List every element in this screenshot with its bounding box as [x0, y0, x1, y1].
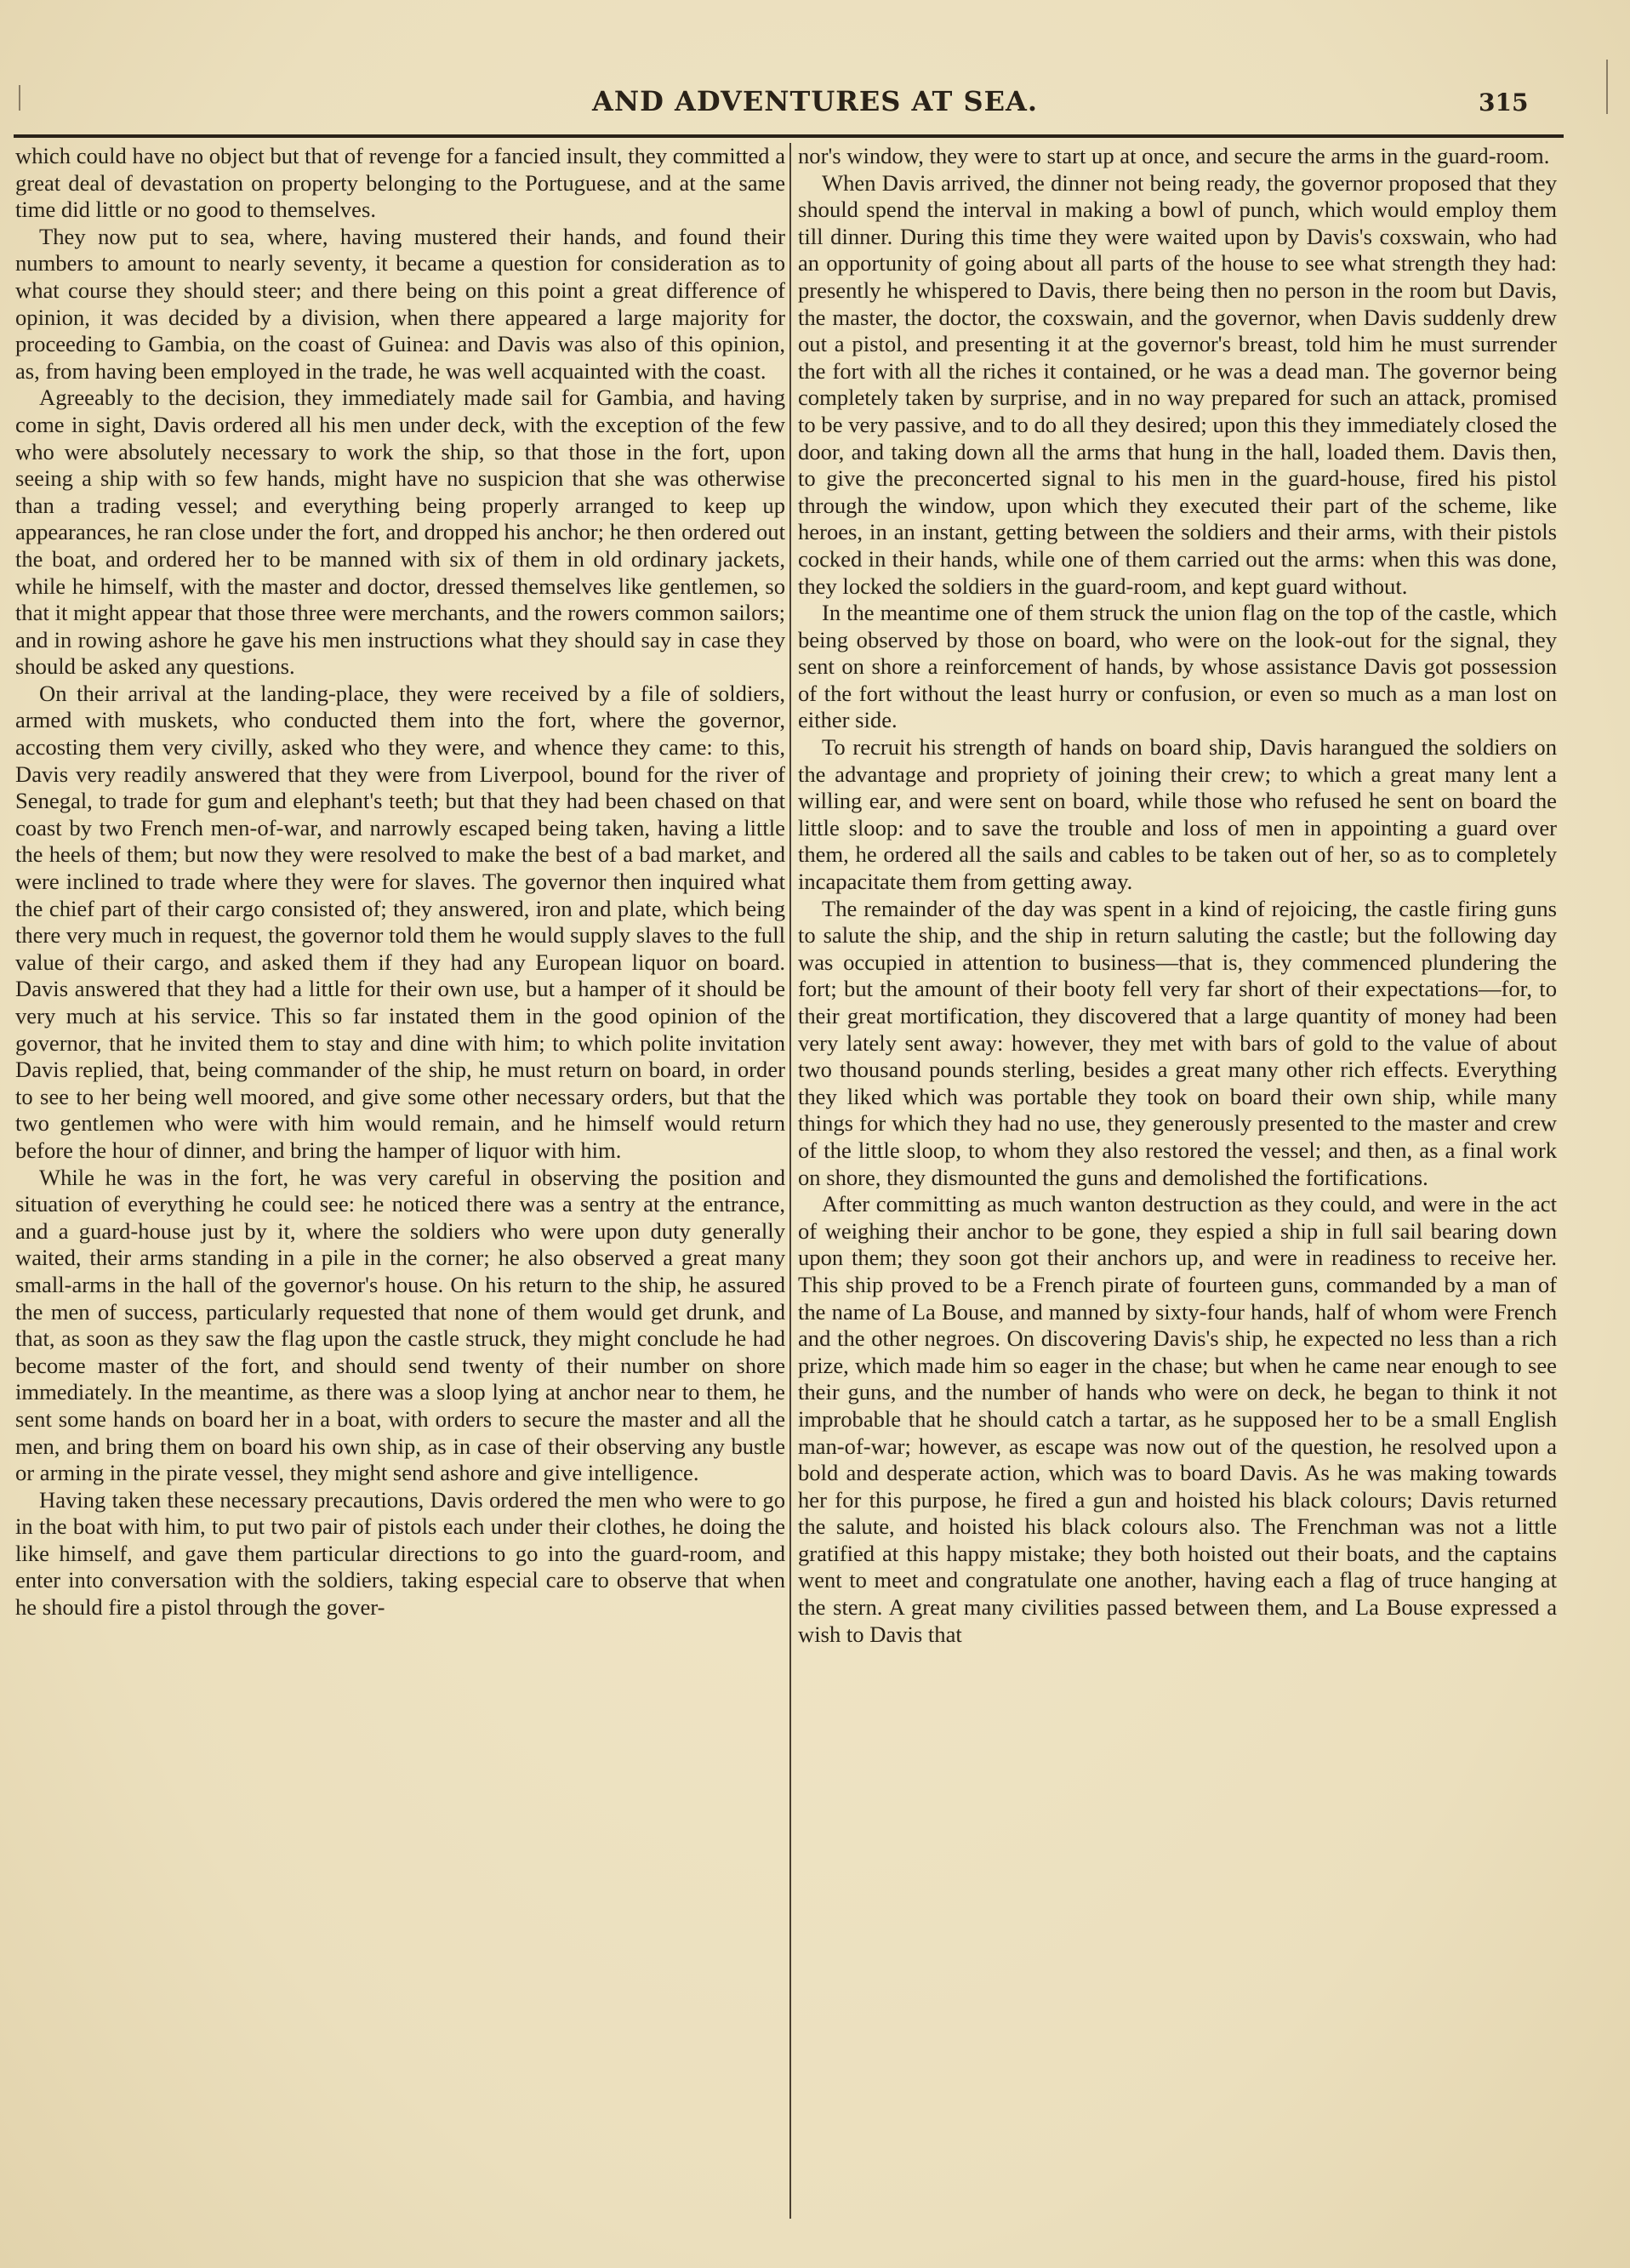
page-number: 315: [1479, 88, 1529, 117]
paragraph: The remainder of the day was spent in a kind of rejoicing, the castle firing guns to salute the ship, and the ship in return saluting the castle; but the following day was occupied in attention to business—that is, they commenced plundering the fort; but the amount of their booty fell very far short of their expectations—for, to their great mortification, they discovered that a large quantity of money had been very lately sent away: however, they met with bars of gold to the value of about two thousand pounds sterling, besides a great many other rich effects. Everything they liked which was portable they took on board their own ship, while many things for which they had no use, they generously presented to the master and crew of the little sloop, to whom they also restored the vessel; and then, as a final work on shore, they dismounted the guns and demolished the fortifications.: [798, 895, 1557, 1190]
paragraph: On their arrival at the landing-place, they were received by a file of soldiers, armed with muskets, who conducted them into the fort, where the governor, accosting them very civilly, asked who they were, and whence they came: to this, Davis very readily answered that they were from Liverpool, bound for the river of Senegal, to trade for gum and elephant's teeth; but that they had been chased on that coast by two French men-of-war, and narrowly escaped being taken, having a little the heels of them; but now they were resolved to make the best of a bad market, and were inclined to trade where they were for slaves. The governor then inquired what the chief part of their cargo consisted of; they answered, iron and plate, which being there very much in request, the governor told them he would supply slaves to the full value of their cargo, and asked them if they had any European liquor on board. Davis answered that they had a little for their own use, but a hamper of it should be very much at his service. This so far instated them in the good opinion of the governor, that he invited them to stay and dine with him; to which polite invitation Davis replied, that, being commander of the ship, he must return on board, in order to see to her being well moored, and give some other necessary orders, but that the two gentlemen who were with him would remain, and he himself would return before the hour of dinner, and bring the hamper of liquor with him.: [15, 680, 785, 1163]
right-column: [798, 143, 1557, 2236]
paragraph: Agreeably to the decision, they immediately made sail for Gambia, and having come in sight, Davis ordered all his men under deck, with the exception of the few who were absolutely necessary to work the ship, so that those in the fort, upon seeing a ship with so few hands, might have no suspicion that she was otherwise than a trading vessel; and everything being properly arranged to keep up appearances, he ran close under the fort, and dropped his anchor; he then ordered out the boat, and ordered her to be manned with six of them in old ordinary jackets, while he himself, with the master and doctor, dressed themselves like gentlemen, so that it might appear that those three were merchants, and the rowers common sailors; and in rowing ashore he gave his men instructions what they should say in case they should be asked any questions.: [15, 385, 785, 680]
paragraph: They now put to sea, where, having mustered their hands, and found their numbers to amount to nearly seventy, it became a question for consideration as to what course they should steer; and there being on this point a great difference of opinion, it was decided by a division, when there appeared a large majority for proceeding to Gambia, on the coast of Guinea: and Davis was also of this opinion, as, from having been employed in the trade, he was well acquainted with the coast.: [15, 223, 785, 384]
paragraph: When Davis arrived, the dinner not being ready, the governor proposed that they should spend the interval in making a bowl of punch, which would employ them till dinner. During this time they were waited upon by Davis's coxswain, who had an opportunity of going about all parts of the house to see what strength they had: presently he whispered to Davis, there being then no person in the room but Davis, the master, the doctor, the coxswain, and the governor, when Davis suddenly drew out a pistol, and presenting it at the governor's breast, told him he must surrender the fort with all the riches it contained, or he was a dead man. The governor being completely taken by surprise, and in no way prepared for such an attack, promised to be very passive, and to do all they desired; upon this they immediately closed the door, and taking down all the arms that hung in the hall, loaded them. Davis then, to give the preconcerted signal to his men in the guard-house, fired his pistol through the window, upon which they executed their part of the scheme, like heroes, in an instant, getting between the soldiers and their arms, with their pistols cocked in their hands, while one of them carried out the arms: when this was done, they locked the soldiers in the guard-room, and kept guard without.: [798, 169, 1557, 599]
column-divider: [789, 143, 791, 2219]
running-header: AND ADVENTURES AT SEA.: [592, 85, 1038, 117]
paragraph: nor's window, they were to start up at once, and secure the arms in the guard-room.: [798, 143, 1550, 168]
paragraph: Having taken these necessary precautions, Davis ordered the men who were to go in the boat with him, to put two pair of pistols each under their clothes, he doing the like himself, and gave them particular directions to go into the guard-room, and enter into conversation with the soldiers, taking especial care to observe that when he should fire a pistol through the gover-: [15, 1486, 785, 1621]
left-column: [15, 143, 785, 2236]
paragraph: which could have no object but that of revenge for a fancied insult, they committed a great deal of devastation on property belonging to the Portuguese, and at the same time did little or no good to themselves.: [15, 143, 785, 223]
paragraph: In the meantime one of them struck the union flag on the top of the castle, which being observed by those on board, who were on the look-out for the signal, they sent on shore a reinforcement of hands, by whose assistance Davis got possession of the fort without the least hurry or confusion, or even so much as a man lost on either side.: [798, 600, 1557, 733]
paragraph: While he was in the fort, he was very careful in observing the position and situation of everything he could see: he noticed there was a sentry at the entrance, and a guard-house just by it, where the soldiers who were upon duty generally waited, their arms standing in a pile in the corner; he also observed a great many small-arms in the hall of the governor's house. On his return to the ship, he assured the men of success, particularly requested that none of them would get drunk, and that, as soon as they saw the flag upon the castle struck, they might conclude he had become master of the fort, and should send twenty of their number on shore immediately. In the meantime, as there was a sloop lying at anchor near to them, he sent some hands on board her in a boat, with orders to secure the master and all the men, and bring them on board his own ship, as in case of their observing any bustle or arming in the pirate vessel, they might send ashore and give intelligence.: [15, 1164, 785, 1486]
paragraph: To recruit his strength of hands on board ship, Davis harangued the soldiers on the advantage and propriety of joining their crew; to which a great many lent a willing ear, and were sent on board, while those who refused he sent on board the little sloop: and to save the trouble and loss of men in appointing a guard over them, he ordered all the sails and cables to be taken out of her, so as to completely incapacitate them from getting away.: [798, 734, 1557, 895]
header-rule: [14, 134, 1564, 138]
paragraph: After committing as much wanton destruction as they could, and were in the act of weighing their anchor to be gone, they espied a ship in full sail bearing down upon them; they soon got their anchors up, and were in readiness to receive her. This ship proved to be a French pirate of fourteen guns, commanded by a man of the name of La Bouse, and manned by sixty-four hands, half of whom were French and the other negroes. On discovering Davis's ship, he expected no less than a rich prize, which made him so eager in the chase; but when he came near enough to see their guns, and the number of hands who were on deck, he began to think it not improbable that he should catch a tartar, as he supposed her to be a small English man-of-war; however, as escape was now out of the question, he resolved upon a bold and desperate action, which was to board Davis. As he was making towards her for this purpose, he fired a gun and hoisted his black colours; Davis returned the salute, and hoisted his black colours also. The Frenchman was not a little gratified at this happy mistake; they both hoisted out their boats, and the captains went to meet and congratulate one another, having each a flag of truce hanging at the stern. A great many civilities passed between them, and La Bouse expressed a wish to Davis that: [798, 1191, 1557, 1647]
